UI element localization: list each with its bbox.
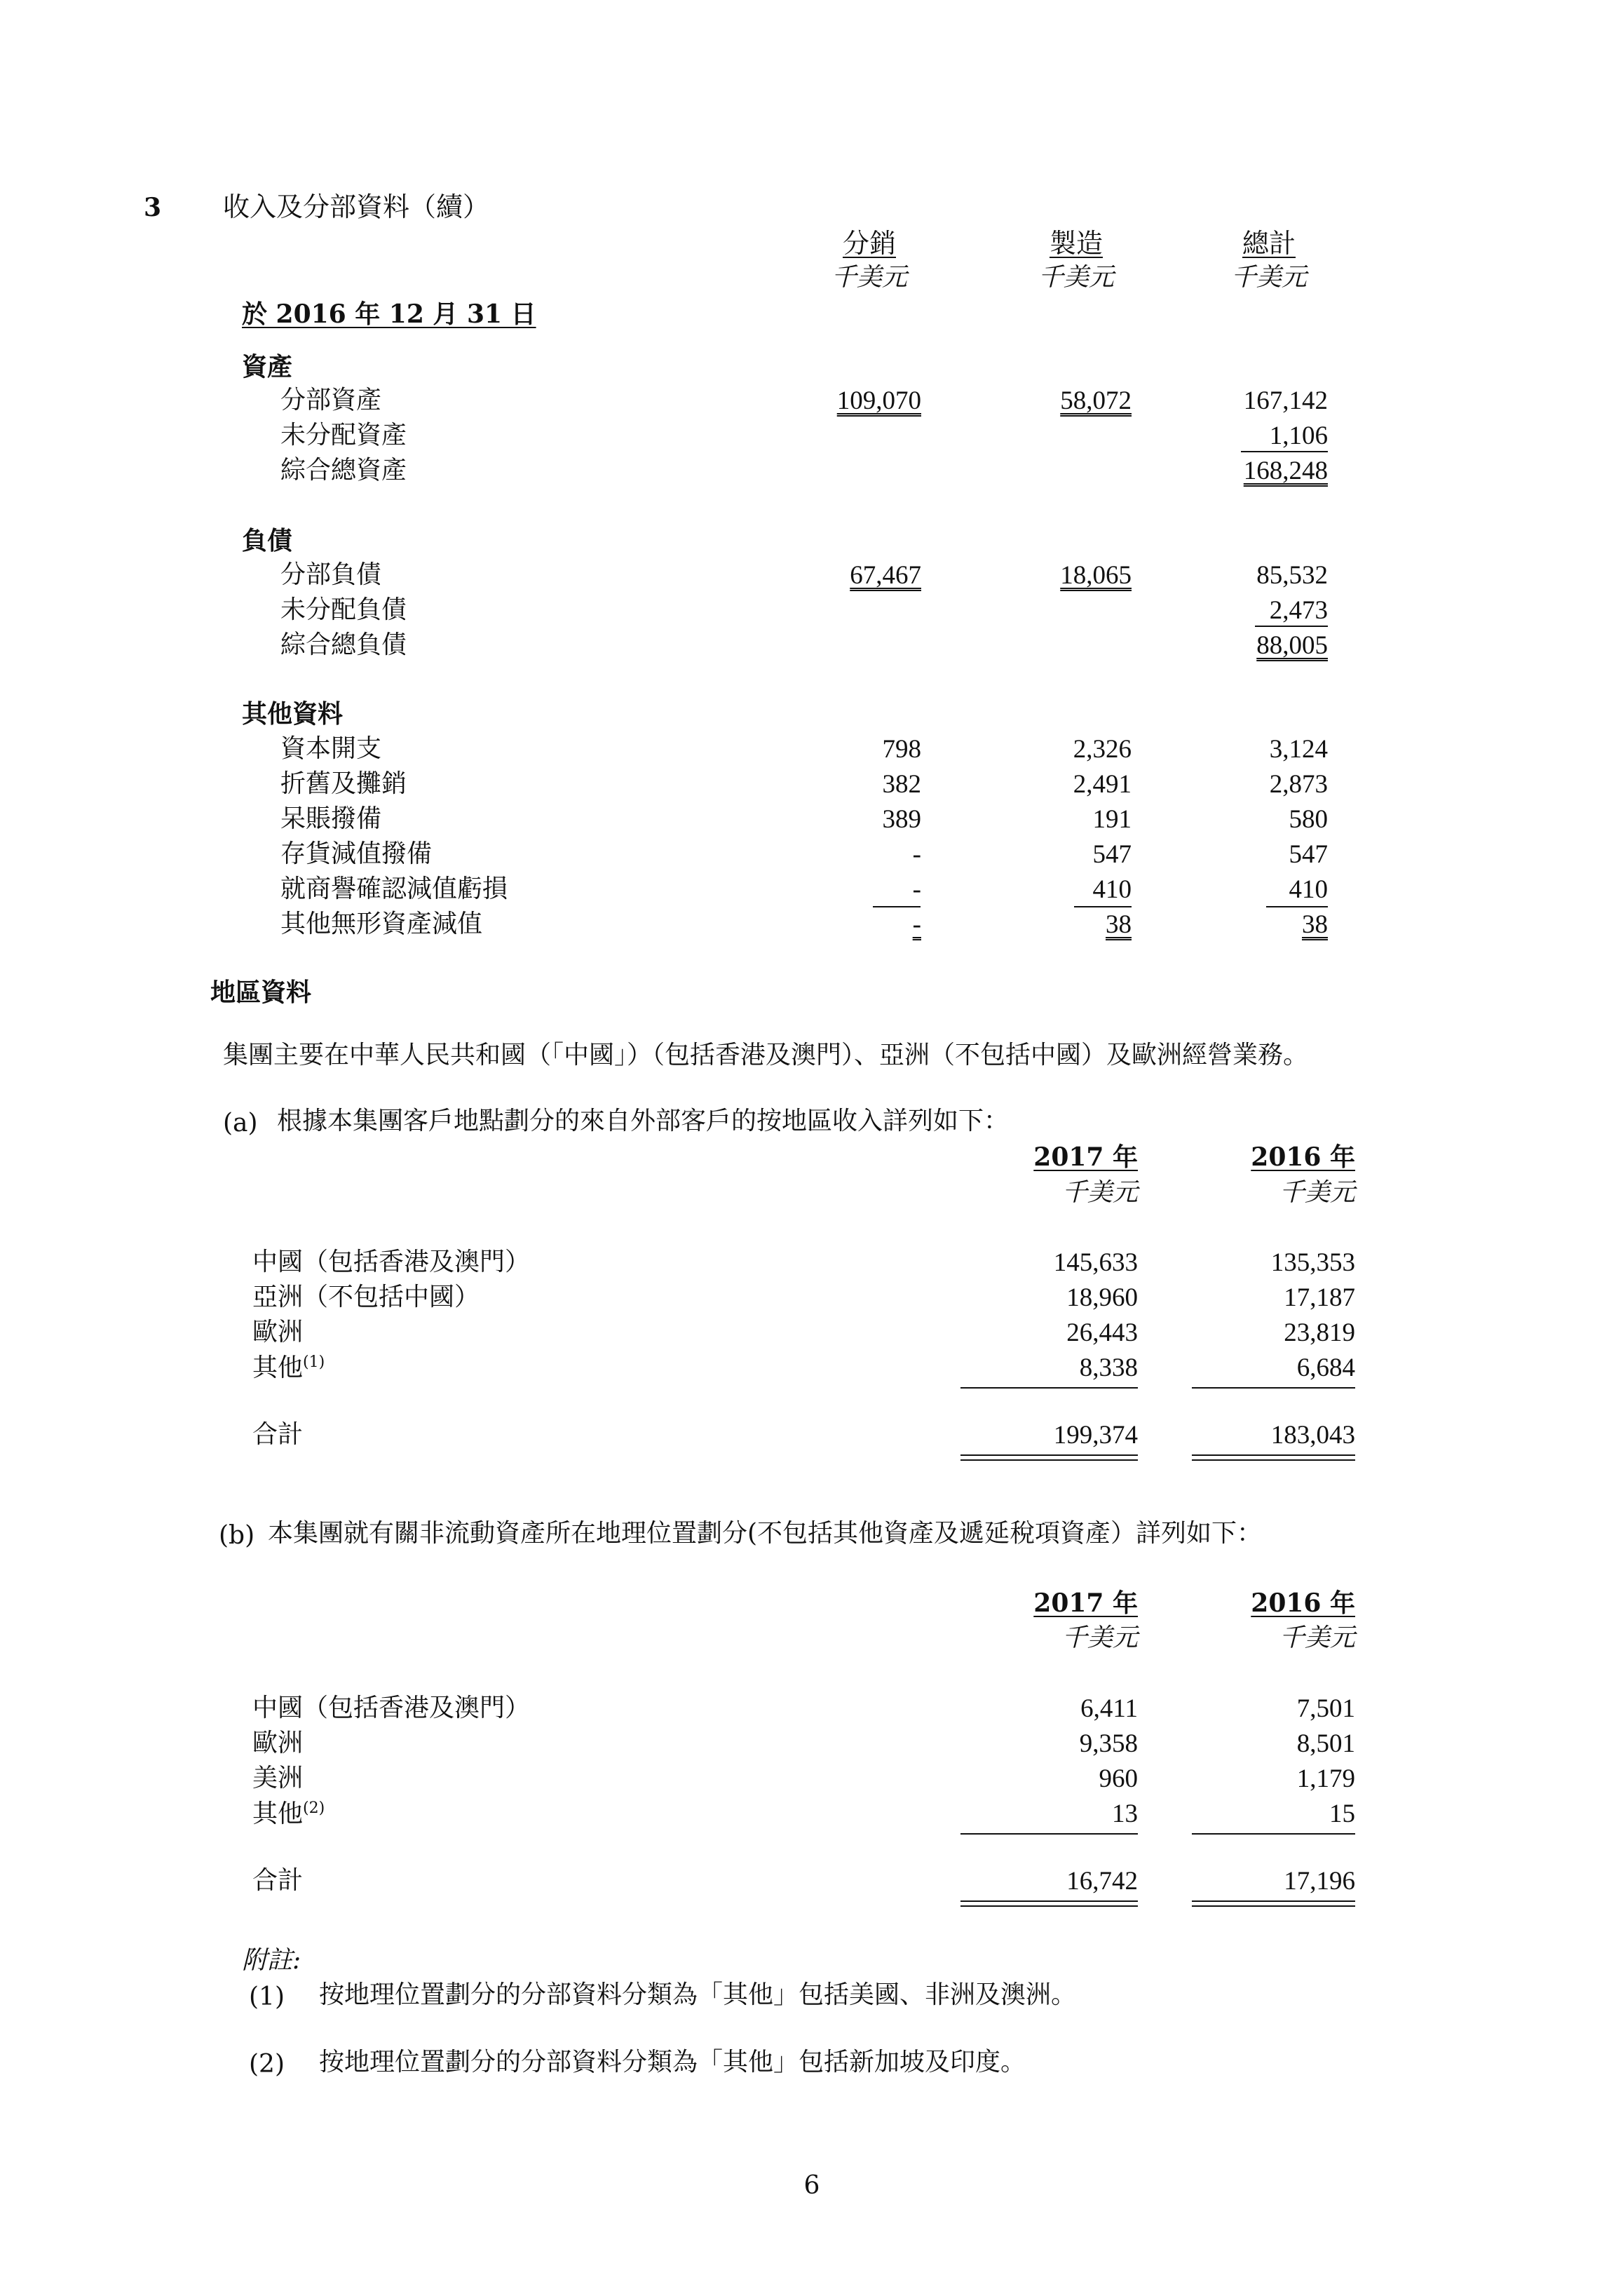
- value-cell: -: [912, 875, 921, 904]
- value-cell: 13: [1112, 1799, 1138, 1828]
- note-number: (1): [249, 1983, 285, 2011]
- value-cell: 547: [1289, 840, 1328, 869]
- row-label: 美洲: [252, 1764, 304, 1792]
- section-title: 收入及分部資料（續）: [223, 191, 490, 222]
- col-header-total: 總計: [1242, 228, 1296, 259]
- assets-heading: 資產: [242, 352, 293, 381]
- value-cell: 58,072: [1060, 386, 1132, 415]
- row-label: 資本開支: [280, 734, 382, 763]
- value-cell: 3,124: [1269, 735, 1328, 764]
- row-label: 分部資產: [280, 386, 382, 414]
- year-header: 2017 年: [1033, 1142, 1138, 1172]
- row-label: 未分配負債: [280, 595, 407, 624]
- note-text: 按地理位置劃分的分部資料分類為「其他」包括美國、非洲及澳洲。: [319, 1980, 1077, 2009]
- value-cell: 9,358: [1079, 1729, 1138, 1758]
- date-label: 於 2016 年 12 月 31 日: [242, 299, 536, 329]
- value-cell: 2,491: [1073, 770, 1132, 799]
- value-cell: 109,070: [836, 386, 921, 415]
- value-cell: 38: [1106, 910, 1132, 939]
- row-label: 其他$^{(2)}$: [252, 1799, 325, 1828]
- value-cell: 135,353: [1270, 1248, 1355, 1277]
- value-cell: 960: [1099, 1764, 1138, 1793]
- unit-label: 千美元: [1279, 1623, 1355, 1652]
- value-cell: 88,005: [1256, 631, 1328, 660]
- value-cell: -: [912, 910, 921, 939]
- row-label: 未分配資產: [280, 421, 407, 450]
- total-value: 17,196: [1284, 1867, 1355, 1896]
- table-a-marker: (a): [223, 1109, 258, 1137]
- value-cell: 6,411: [1080, 1694, 1138, 1723]
- value-cell: 167,142: [1243, 386, 1328, 415]
- row-label: 歐洲: [252, 1729, 304, 1757]
- other-heading: 其他資料: [242, 699, 344, 729]
- note-number: (2): [249, 2050, 285, 2079]
- unit-label: 千美元: [1230, 263, 1307, 292]
- footnote-ref: (2): [303, 1799, 325, 1817]
- value-cell: 798: [882, 735, 921, 764]
- unit-label: 千美元: [1061, 1623, 1138, 1652]
- row-label: 中國（包括香港及澳門）: [252, 1694, 531, 1722]
- unit-label: 千美元: [1038, 263, 1114, 292]
- table-a-caption: 根據本集團客戶地點劃分的來自外部客戶的按地區收入詳列如下：: [277, 1107, 1010, 1135]
- row-label: 歐洲: [252, 1318, 304, 1346]
- table-b-marker: (b): [219, 1521, 255, 1550]
- row-label: 綜合總負債: [280, 630, 407, 659]
- section-number: 3: [144, 193, 162, 222]
- row-label: 中國（包括香港及澳門）: [252, 1248, 531, 1276]
- value-cell: 145,633: [1053, 1248, 1138, 1277]
- value-cell: 18,065: [1060, 561, 1132, 590]
- value-cell: 67,467: [850, 561, 921, 590]
- note-text: 按地理位置劃分的分部資料分類為「其他」包括新加坡及印度。: [319, 2048, 1026, 2076]
- liabilities-heading: 負債: [242, 526, 293, 555]
- footnote-ref: (1): [303, 1353, 325, 1371]
- row-label: 其他無形資產減值: [280, 910, 483, 938]
- value-cell: 382: [882, 770, 921, 799]
- total-label: 合計: [252, 1866, 304, 1895]
- value-cell: 8,338: [1079, 1353, 1138, 1382]
- value-cell: 26,443: [1066, 1318, 1138, 1347]
- value-cell: 1,106: [1269, 421, 1328, 450]
- value-cell: 18,960: [1066, 1283, 1138, 1312]
- value-cell: 389: [882, 805, 921, 834]
- value-cell: 1,179: [1296, 1764, 1355, 1793]
- value-cell: 23,819: [1284, 1318, 1355, 1347]
- year-header: 2016 年: [1251, 1588, 1355, 1618]
- value-cell: 547: [1092, 840, 1132, 869]
- row-label: 其他$^{(1)}$: [252, 1353, 325, 1382]
- value-cell: 7,501: [1296, 1694, 1355, 1723]
- value-cell: 410: [1092, 875, 1132, 904]
- row-label: 就商譽確認減值虧損: [280, 874, 508, 903]
- row-label: 分部負債: [280, 560, 382, 589]
- row-label: 亞洲（不包括中國）: [252, 1283, 480, 1311]
- year-header: 2017 年: [1033, 1588, 1138, 1618]
- year-header: 2016 年: [1251, 1142, 1355, 1172]
- value-cell: 2,473: [1269, 596, 1328, 625]
- col-header-distribution: 分銷: [842, 228, 896, 259]
- notes-heading: 附註:: [242, 1946, 301, 1975]
- value-cell: 2,873: [1269, 770, 1328, 799]
- value-cell: 15: [1329, 1799, 1355, 1828]
- value-cell: 168,248: [1243, 457, 1328, 485]
- total-label: 合計: [252, 1420, 304, 1449]
- unit-label: 千美元: [1061, 1178, 1138, 1207]
- value-cell: 191: [1092, 805, 1132, 834]
- row-label: 綜合總資產: [280, 456, 407, 485]
- geo-intro: 集團主要在中華人民共和國（「中國」）（包括香港及澳門）、亞洲（不包括中國）及歐洲經營業務。: [223, 1041, 1309, 1069]
- table-b-caption: 本集團就有關非流動資產所在地理位置劃分(不包括其他資產及遞延稅項資產）詳列如下：: [268, 1519, 1263, 1548]
- value-cell: 17,187: [1284, 1283, 1355, 1312]
- row-label: 呆賬撥備: [280, 804, 382, 833]
- value-cell: 85,532: [1256, 561, 1328, 590]
- total-value: 183,043: [1270, 1421, 1355, 1450]
- value-cell: 580: [1289, 805, 1328, 834]
- value-cell: 2,326: [1073, 735, 1132, 764]
- total-value: 199,374: [1053, 1421, 1138, 1450]
- value-cell: 6,684: [1296, 1353, 1355, 1382]
- row-label: 折舊及攤銷: [280, 769, 407, 798]
- value-cell: 410: [1289, 875, 1328, 904]
- value-cell: -: [912, 840, 921, 869]
- geo-heading: 地區資料: [210, 978, 312, 1007]
- row-label: 存貨減值撥備: [280, 839, 433, 868]
- value-cell: 8,501: [1296, 1729, 1355, 1758]
- total-value: 16,742: [1066, 1867, 1138, 1896]
- col-header-manufacturing: 製造: [1049, 228, 1103, 259]
- unit-label: 千美元: [831, 263, 907, 292]
- value-cell: 38: [1302, 910, 1328, 939]
- unit-label: 千美元: [1279, 1178, 1355, 1207]
- page-number: 6: [803, 2171, 820, 2200]
